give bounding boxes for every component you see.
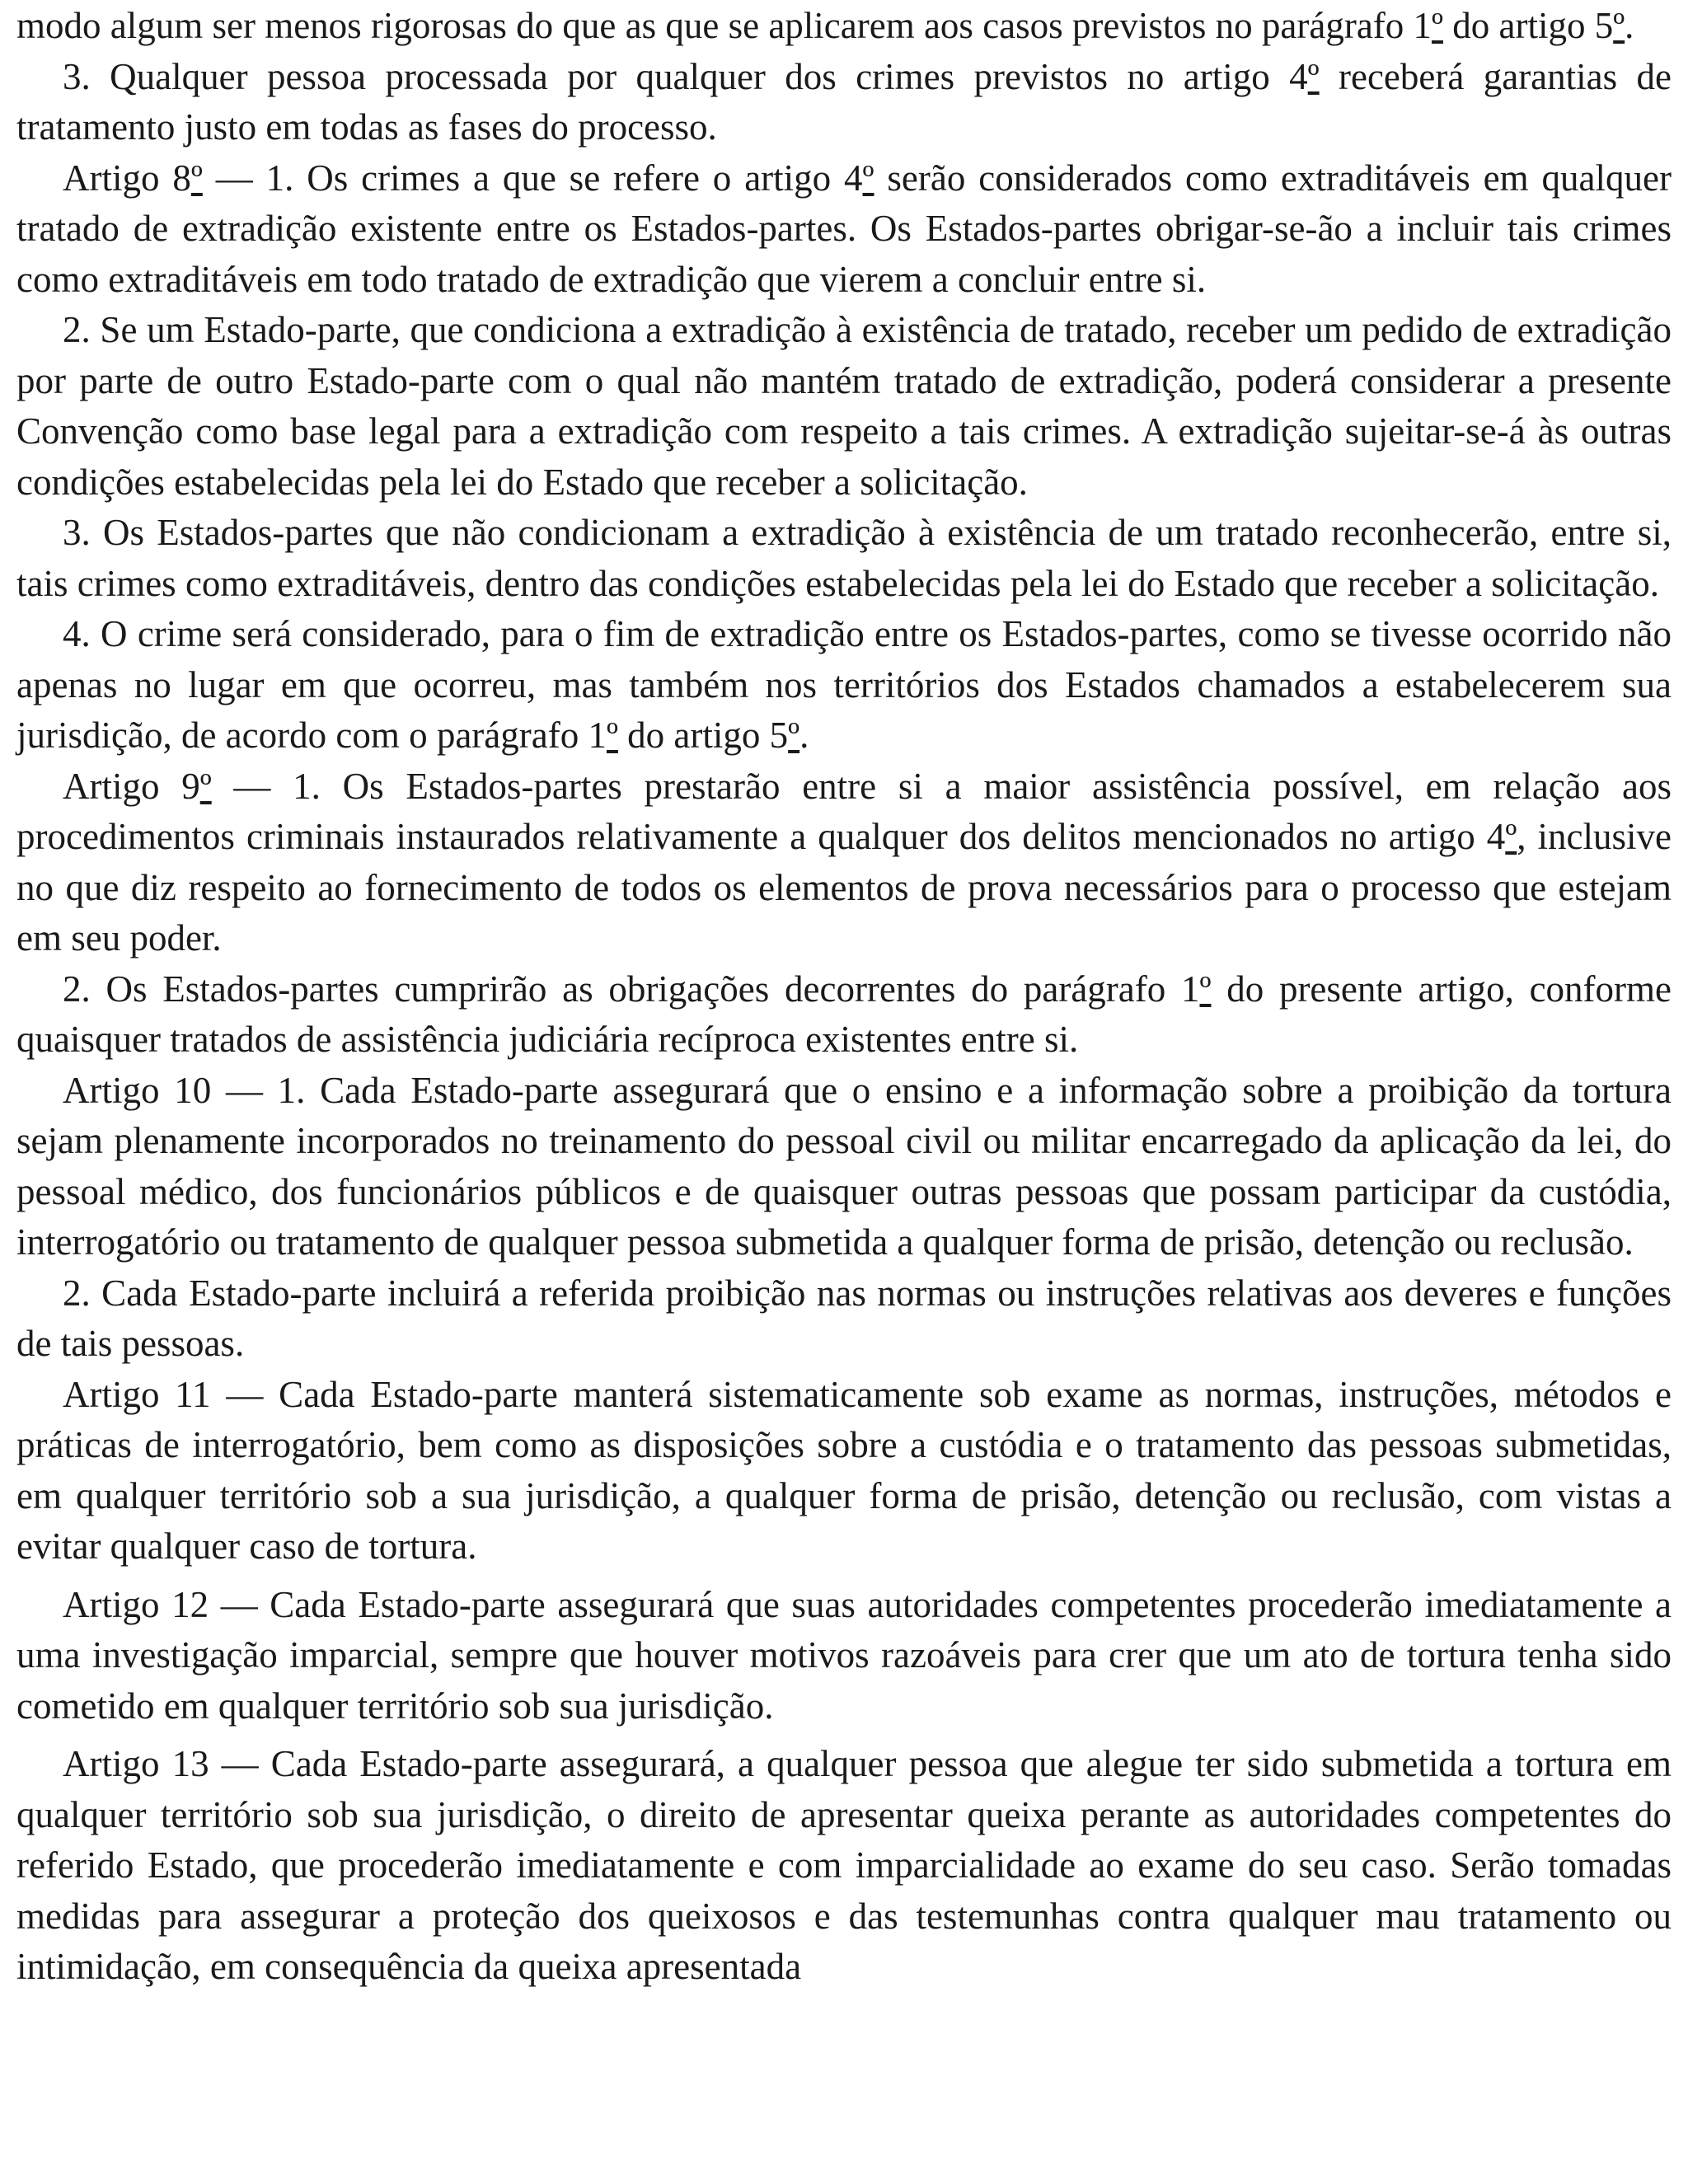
paragraph-art9-item2: 2. Os Estados-partes cumprirão as obrigações decorrentes do parágrafo 1º do presente artigo, conforme quaisquer tratados de assistência judiciária recíproca existentes entre si.	[16, 968, 1672, 1060]
paragraph-art8-item3: 3. Os Estados-partes que não condicionam a extradição à existência de um tratado reconhecerão, entre si, tais crimes como extraditáveis, dentro das condições estabelecidas pela lei do Estado que receber a solicitação.	[16, 512, 1672, 604]
paragraph-art9-item1: Artigo 9º — 1. Os Estados-partes prestarão entre si a maior assistência possível, em relação aos procedimentos criminais instaurados relativamente a qualquer dos delitos mencionados no artigo 4º, inclusive no que diz respeito ao fornecimento de todos os elementos de prova necessários para o processo que estejam em seu poder.	[16, 765, 1672, 958]
paragraph-art8-item1: Artigo 8º — 1. Os crimes a que se refere o artigo 4º serão considerados como extraditáveis em qualquer tratado de extradição existente entre os Estados-partes. Os Estados-partes obrigar-se-ão a incluir tais crimes como extraditáveis em todo tratado de extradição que vierem a concluir entre si.	[16, 157, 1672, 300]
paragraph-art8-item2: 2. Se um Estado-parte, que condiciona a extradição à existência de tratado, receber um pedido de extradição por parte de outro Estado-parte com o qual não mantém tratado de extradição, poderá considerar a presente Convenção como base legal para a extradição com respeito a tais crimes. A extradição sujeitar-se-á às outras condições estabelecidas pela lei do Estado que receber a solicitação.	[16, 309, 1672, 503]
paragraph-art8-item4: 4. O crime será considerado, para o fim de extradição entre os Estados-partes, como se tivesse ocorrido não apenas no lugar em que ocorreu, mas também nos territórios dos Estados chamados a estabelecerem sua jurisdição, de acordo com o parágrafo 1º do artigo 5º.	[16, 613, 1672, 756]
paragraph-art11: Artigo 11 — Cada Estado-parte manterá sistematicamente sob exame as normas, instruções, métodos e práticas de interrogatório, bem como as disposições sobre a custódia e o tratamento das pessoas submetidas, em qualquer território sob a sua jurisdição, a qualquer forma de prisão, detenção ou reclusão, com vistas a evitar qualquer caso de tortura.	[16, 1373, 1672, 1567]
paragraph-art12: Artigo 12 — Cada Estado-parte assegurará que suas autoridades competentes procederão imediatamente a uma investigação imparcial, sempre que houver motivos razoáveis para crer que um ato de tortura tenha sido cometido em qualquer território sob sua jurisdição.	[16, 1583, 1672, 1727]
paragraph-continuation: modo algum ser menos rigorosas do que as que se aplicarem aos casos previstos no parágrafo 1º do artigo 5º.	[16, 5, 1634, 46]
paragraph-art13: Artigo 13 — Cada Estado-parte assegurará, a qualquer pessoa que alegue ter sido submetida a tortura em qualquer território sob sua jurisdição, o direito de apresentar queixa perante as autoridades competentes do referido Estado, que procederão imediatamente e com imparcialidade ao exame do seu caso. Serão tomadas medidas para assegurar a proteção dos queixosos e das testemunhas contra qualquer mau tratamento ou intimidação, em consequência da queixa apresentada	[16, 1743, 1672, 1987]
paragraph-art10-item2: 2. Cada Estado-parte incluirá a referida proibição nas normas ou instruções relativas aos deveres e funções de tais pessoas.	[16, 1272, 1672, 1364]
document-page	[16, 0, 1672, 1993]
paragraph-art10-item1: Artigo 10 — 1. Cada Estado-parte assegurará que o ensino e a informação sobre a proibição da tortura sejam plenamente incorporados no treinamento do pessoal civil ou militar encarregado da aplicação da lei, do pessoal médico, dos funcionários públicos e de quaisquer outras pessoas que possam participar da custódia, interrogatório ou tratamento de qualquer pessoa submetida a qualquer forma de prisão, detenção ou reclusão.	[16, 1069, 1672, 1263]
paragraph-art7-item3: 3. Qualquer pessoa processada por qualquer dos crimes previstos no artigo 4º receberá garantias de tratamento justo em todas as fases do processo.	[16, 55, 1672, 148]
